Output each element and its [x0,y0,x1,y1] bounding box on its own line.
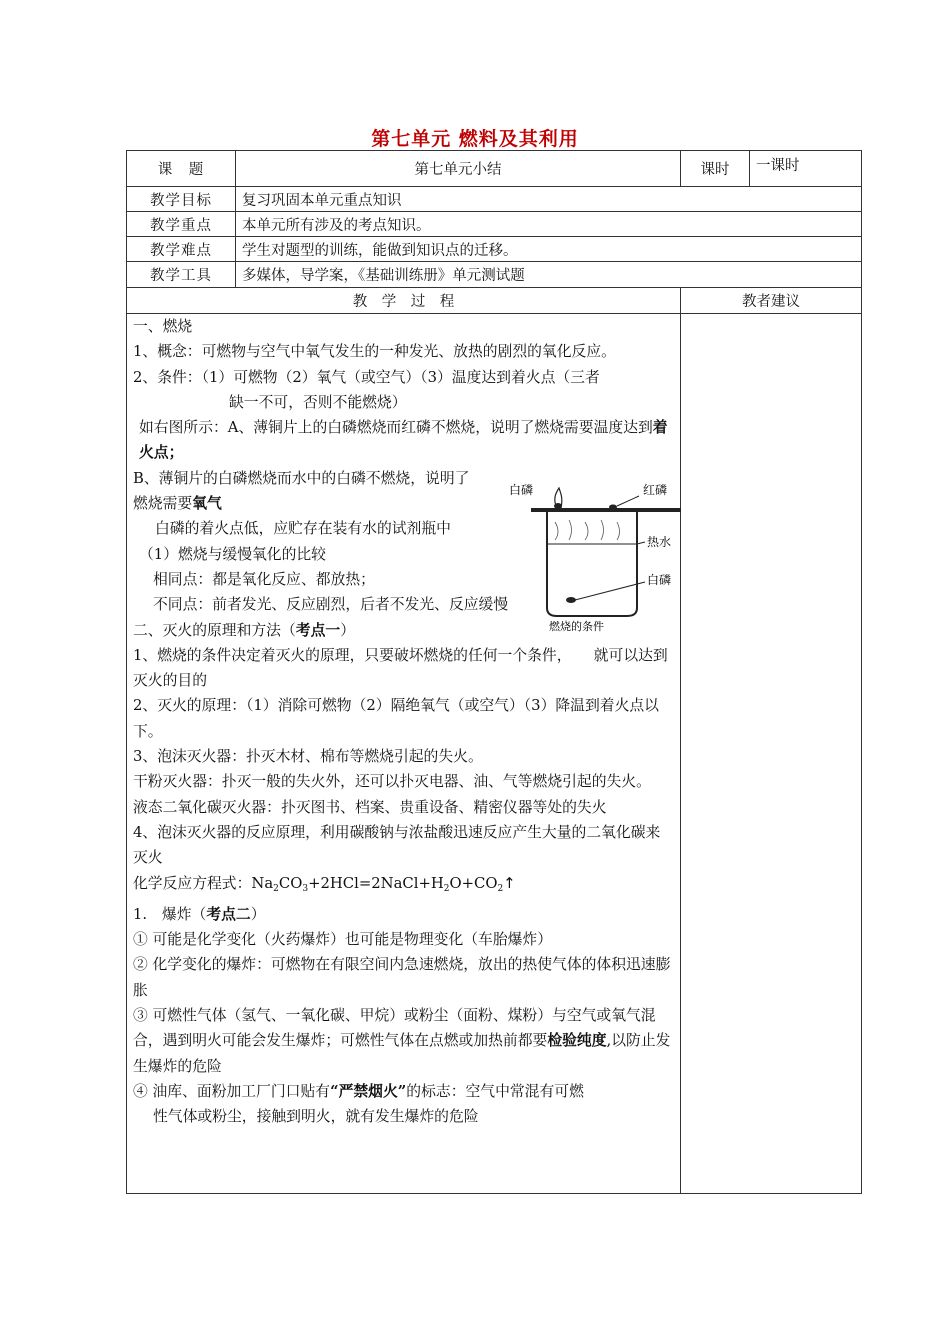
text: ③ 可燃性气体（氢气、一氧化碳、甲烷）或粉尘（面粉、煤粉）与空气或氧气混合，遇到明火可能会发生爆炸；可燃性气体在点燃或加热前都要 [133,1007,656,1050]
topic-value: 第七单元小结 [236,151,681,187]
advice-header: 教者建议 [681,288,862,314]
row-label: 教学难点 [127,237,236,262]
info-row [127,262,862,288]
info-row [127,237,862,262]
equation [133,871,674,902]
paragraph: 白磷的着火点低，应贮存在装有水的试剂瓶中 [155,520,451,538]
process-content [127,314,681,1194]
topic-label: 课 题 [127,151,236,187]
heat-waves [555,520,620,540]
copper-plate [531,508,681,512]
row-label: 教学目标 [127,187,236,212]
bold-text: “严禁烟火” [330,1082,407,1100]
paragraph: ② 化学变化的爆炸：可燃物在有限空间内急速燃烧，放出的热使气体的体积迅速膨胀 [133,956,671,999]
paragraph: 2、条件：（1）可燃物（2）氧气（或空气）（3）温度达到着火点（三者 [133,368,600,386]
bold-text: 检验纯度 [547,1032,607,1050]
paragraph: 1、燃烧的条件决定着灭火的原理，只要破坏燃烧的任何一个条件， 就可以达到灭火的目的 [133,646,668,690]
bold-text: 考点二 [206,905,251,923]
eq-sub: 3 [302,883,309,894]
beaker [547,512,637,616]
paragraph: （1）燃烧与缓慢氧化的比较 [139,545,326,563]
topic-row [127,151,862,187]
white-phosphorus-water [566,597,576,603]
combustion-experiment-figure [509,482,681,632]
eq-sub: 2 [273,883,279,894]
document-title: 第七单元 燃料及其利用 [371,128,579,150]
eq-part: +2HCl=2NaCl+H [308,874,444,892]
row-value: 本单元所有涉及的考点知识。 [236,212,862,237]
section-title [133,902,674,927]
process-header: 教 学 过 程 [127,288,681,314]
leader-line [575,582,645,600]
text: ） [340,621,355,639]
text: 二、灭火的原理和方法（ [133,621,296,639]
label-white-phosphorus: 白磷 [509,483,534,497]
row-value: 学生对题型的训练，能做到知识点的迁移。 [236,237,862,262]
up-arrow-icon: ↑ [503,874,516,892]
bold-text: 着火点； [139,419,668,462]
paragraph: 3、泡沫灭火器：扑灭木材、棉布等燃烧引起的失火。 [133,748,483,766]
bold-text: 考点一 [295,621,341,639]
text: ④ 油库、面粉加工厂门口贴有 [133,1082,331,1100]
text: ,以防止发生爆炸的危险 [133,1032,671,1075]
paragraph [133,415,674,466]
leader-line [637,542,645,544]
advice-content [681,314,862,1194]
lesson-plan-table [126,150,862,1194]
text: 1. 爆炸（ [133,905,207,923]
text: B、薄铜片的白磷燃烧而水中的白磷不燃烧，说明了燃烧需要 [133,469,470,513]
eq-sub: 2 [443,883,450,894]
row-label: 教学工具 [127,262,236,288]
red-phosphorus [609,505,617,510]
paragraph: 液态二氧化碳灭火器：扑灭图书、档案、贵重设备、精密仪器等处的失火 [133,798,607,816]
content-row [127,314,862,1194]
paragraph: 缺一不可，否则不能燃烧） [229,393,407,411]
eq-part: O+CO [449,874,498,892]
paragraph: 4、泡沫灭火器的反应原理，利用碳酸钠与浓盐酸迅速反应产生大量的二氧化碳来灭火 [133,823,661,867]
bold-text: 氧气 [192,495,222,513]
eq-part: 化学反应方程式：Na [133,874,274,892]
row-value: 多媒体，导学案，《基础训练册》单元测试题 [236,262,862,288]
period-label: 课时 [681,151,750,187]
paragraph: 1、概念：可燃物与空气中氧气发生的一种发光、放热的剧烈的氧化反应。 [133,343,616,361]
info-row [127,187,862,212]
paragraph: 2、灭火的原理：（1）消除可燃物（2）隔绝氧气（或空气）（3）降温到着火点以下。 [133,697,659,740]
label-white-phosphorus-2: 白磷 [647,573,672,587]
paragraph: 相同点：都是氧化反应、都放热； [153,570,375,588]
paragraph [133,466,481,517]
label-hot-water: 热水 [647,535,672,549]
row-value: 复习巩固本单元重点知识 [236,187,862,212]
paragraph [133,1003,674,1079]
section-title: 一、燃烧 [133,318,193,335]
paragraph: 不同点：前者发光、反应剧烈，后者不发光、反应缓慢 [153,596,509,614]
white-phosphorus-top [554,503,562,509]
process-header-row [127,288,862,314]
paragraph [133,1079,674,1104]
leader-line [617,496,639,506]
text: 如右图所示：A、薄铜片上的白磷燃烧而红磷不燃烧，说明了燃烧需要温度达到 [139,419,653,437]
period-value: 一课时 [750,151,862,187]
paragraph: 性气体或粉尘，接触到明火，就有发生爆炸的危险 [153,1108,479,1126]
label-red-phosphorus: 红磷 [643,483,668,497]
eq-part: CO [278,874,303,892]
paragraph: 干粉灭火器：扑灭一般的失火外，还可以扑灭电器、油、气等燃烧引起的失火。 [133,773,651,791]
eq-sub: 2 [497,883,504,894]
row-label: 教学重点 [127,212,236,237]
info-row [127,212,862,237]
process-body [127,314,680,1130]
text: ） [250,905,266,923]
text: 的标志：空气中常混有可燃 [406,1082,584,1100]
figure-caption: 燃烧的条件 [549,620,604,632]
paragraph: ① 可能是化学变化（火药爆炸）也可能是物理变化（车胎爆炸） [133,931,553,949]
